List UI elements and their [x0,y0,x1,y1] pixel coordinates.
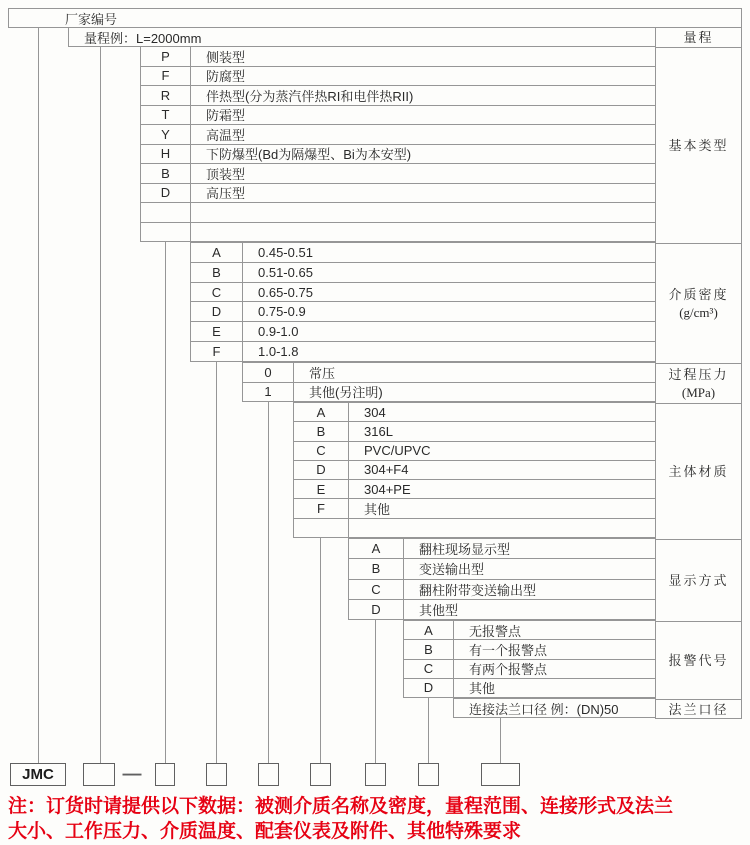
density-table [190,242,656,362]
code-cell: T [141,106,191,125]
desc-cell: 翻柱附带变送输出型 [419,582,537,598]
table-row [141,183,655,203]
material-table [293,402,656,538]
code-cell: Y [141,125,191,144]
desc-cell: 常压 [309,365,336,381]
table-row [141,222,655,242]
code-cell: A [191,243,243,262]
table-row [294,518,655,537]
connector-line-alarm [428,697,429,764]
code-cell: D [349,600,404,619]
desc-cell: 0.45-0.51 [258,244,313,260]
range-example-label: 量程例：L=2000mm [84,30,202,46]
table-row [404,639,655,658]
pressure-unit: (MPa) [681,384,716,400]
desc-cell: 翻柱现场显示型 [419,542,511,558]
table-row [141,144,655,164]
section-label-material: 主体材质 [656,403,741,539]
table-row [141,47,655,66]
table-row [243,363,655,382]
table-row [191,282,655,302]
desc-cell: 316L [364,423,393,439]
table-row [191,341,655,361]
code-cell: F [294,499,349,517]
connector-line-basic-type [165,241,166,764]
code-cell: P [141,47,191,66]
code-cell [294,519,349,537]
table-row [294,479,655,498]
ordering-note [8,794,748,844]
table-row [141,105,655,125]
code-cell: R [141,86,191,105]
code-cell: D [294,461,349,479]
desc-cell: 304+PE [364,481,411,497]
section-label-alarm: 报警代号 [656,621,741,699]
desc-cell: 其他型 [419,602,459,618]
display-mode-table [348,538,656,620]
code-cell: C [404,660,454,678]
desc-cell [349,519,655,537]
desc-cell: 其他 [469,681,496,697]
code-cell: E [294,480,349,498]
model-box-basic-type [155,763,175,786]
table-row [141,202,655,222]
connector-line-range [100,46,101,764]
desc-cell: 防霜型 [206,108,246,124]
table-row [191,243,655,262]
connector-line-pressure [268,401,269,764]
table-row [404,621,655,639]
section-label-display: 显示方式 [656,539,741,621]
desc-cell: 其他(另注明) [309,385,383,401]
code-cell: C [349,580,404,599]
table-row [191,321,655,341]
desc-cell: 0.75-0.9 [258,304,306,320]
code-cell: 1 [243,383,294,402]
model-box-alarm [418,763,439,786]
code-cell: B [294,422,349,440]
code-cell: D [404,679,454,697]
connector-line-flange [500,717,501,764]
model-box-flange [481,763,520,786]
table-row [191,262,655,282]
desc-cell: 无报警点 [469,623,522,639]
code-cell: B [191,263,243,282]
table-row [349,599,655,619]
flange-size-row [453,698,656,718]
table-row [404,659,655,678]
range-row [68,27,657,47]
code-cell: A [349,539,404,558]
connector-line-material [320,537,321,764]
desc-cell: 304+F4 [364,462,409,478]
code-cell: F [191,342,243,361]
table-row [141,163,655,183]
code-cell: C [191,283,243,302]
factory-code-row [8,8,742,28]
code-cell [141,203,191,222]
table-row [294,421,655,440]
desc-cell: 伴热型(分为蒸汽伴热RI和电伴热RII) [206,88,414,104]
code-cell: F [141,67,191,86]
table-row [294,441,655,460]
table-row [349,539,655,558]
code-cell: C [294,442,349,460]
code-cell: 0 [243,363,294,382]
ordering-note-line1: 注：订货时请提供以下数据：被测介质名称及密度，量程范围、连接形式及法兰 [8,796,674,817]
desc-cell: 304 [364,404,386,420]
desc-cell: 0.9-1.0 [258,324,299,340]
alarm-code-table [403,620,656,698]
code-cell: A [294,403,349,421]
ordering-note-line2: 大小、工作压力、介质温度、配套仪表及附件、其他特殊要求 [8,821,522,842]
model-box-material [310,763,331,786]
desc-cell: 有一个报警点 [469,642,548,658]
model-box-density [206,763,227,786]
code-cell [141,223,191,242]
code-cell: A [404,621,454,639]
code-cell: D [191,302,243,321]
model-prefix-box: JMC [10,763,66,786]
section-label-density: 介质密度 (g/cm³) [656,243,741,363]
table-row [349,558,655,578]
desc-cell [191,223,655,242]
desc-cell: 0.65-0.75 [258,284,313,300]
table-row [349,579,655,599]
model-box-pressure [258,763,279,786]
model-box-range [83,763,115,786]
table-row [141,124,655,144]
table-row [294,498,655,517]
table-row [294,460,655,479]
code-cell: E [191,322,243,341]
table-row [141,85,655,105]
table-row [243,382,655,402]
desc-cell [191,203,655,222]
code-cell: B [141,164,191,183]
desc-cell: 变送输出型 [419,562,485,578]
model-box-display [365,763,386,786]
desc-cell: PVC/UPVC [364,443,431,459]
code-cell: D [141,184,191,203]
table-row [294,403,655,421]
table-row [191,301,655,321]
code-cell: B [349,559,404,578]
desc-cell: 下防爆型(Bd为隔爆型、Bi为本安型) [206,147,412,163]
connector-line-display [375,619,376,764]
table-row [454,699,655,717]
section-label-range: 量程 [683,29,714,45]
desc-cell: 高温型 [206,127,246,143]
table-row [404,678,655,697]
density-unit: (g/cm³) [679,304,718,320]
desc-cell: 连接法兰口径 例：(DN)50 [469,701,619,717]
model-code-separator: — [122,763,142,785]
desc-cell: 1.0-1.8 [258,344,299,360]
desc-cell: 防腐型 [206,69,246,85]
basic-type-table [140,46,656,242]
code-cell: H [141,145,191,164]
section-label-column [655,27,742,719]
connector-line-factory [38,27,39,764]
factory-code-label: 厂家编号 [65,11,118,27]
desc-cell: 有两个报警点 [469,662,548,678]
desc-cell: 0.51-0.65 [258,264,313,280]
section-label-pressure: 过程压力 (MPa) [656,363,741,403]
section-label-flange: 法兰口径 [656,699,741,719]
section-label-basic-type: 基本类型 [656,47,741,243]
desc-cell: 高压型 [206,186,246,202]
pressure-table [242,362,656,402]
desc-cell: 其他 [364,502,391,518]
desc-cell: 顶装型 [206,166,246,182]
connector-line-density [216,361,217,764]
desc-cell: 侧装型 [206,49,246,65]
table-row [141,66,655,86]
code-cell: B [404,640,454,658]
